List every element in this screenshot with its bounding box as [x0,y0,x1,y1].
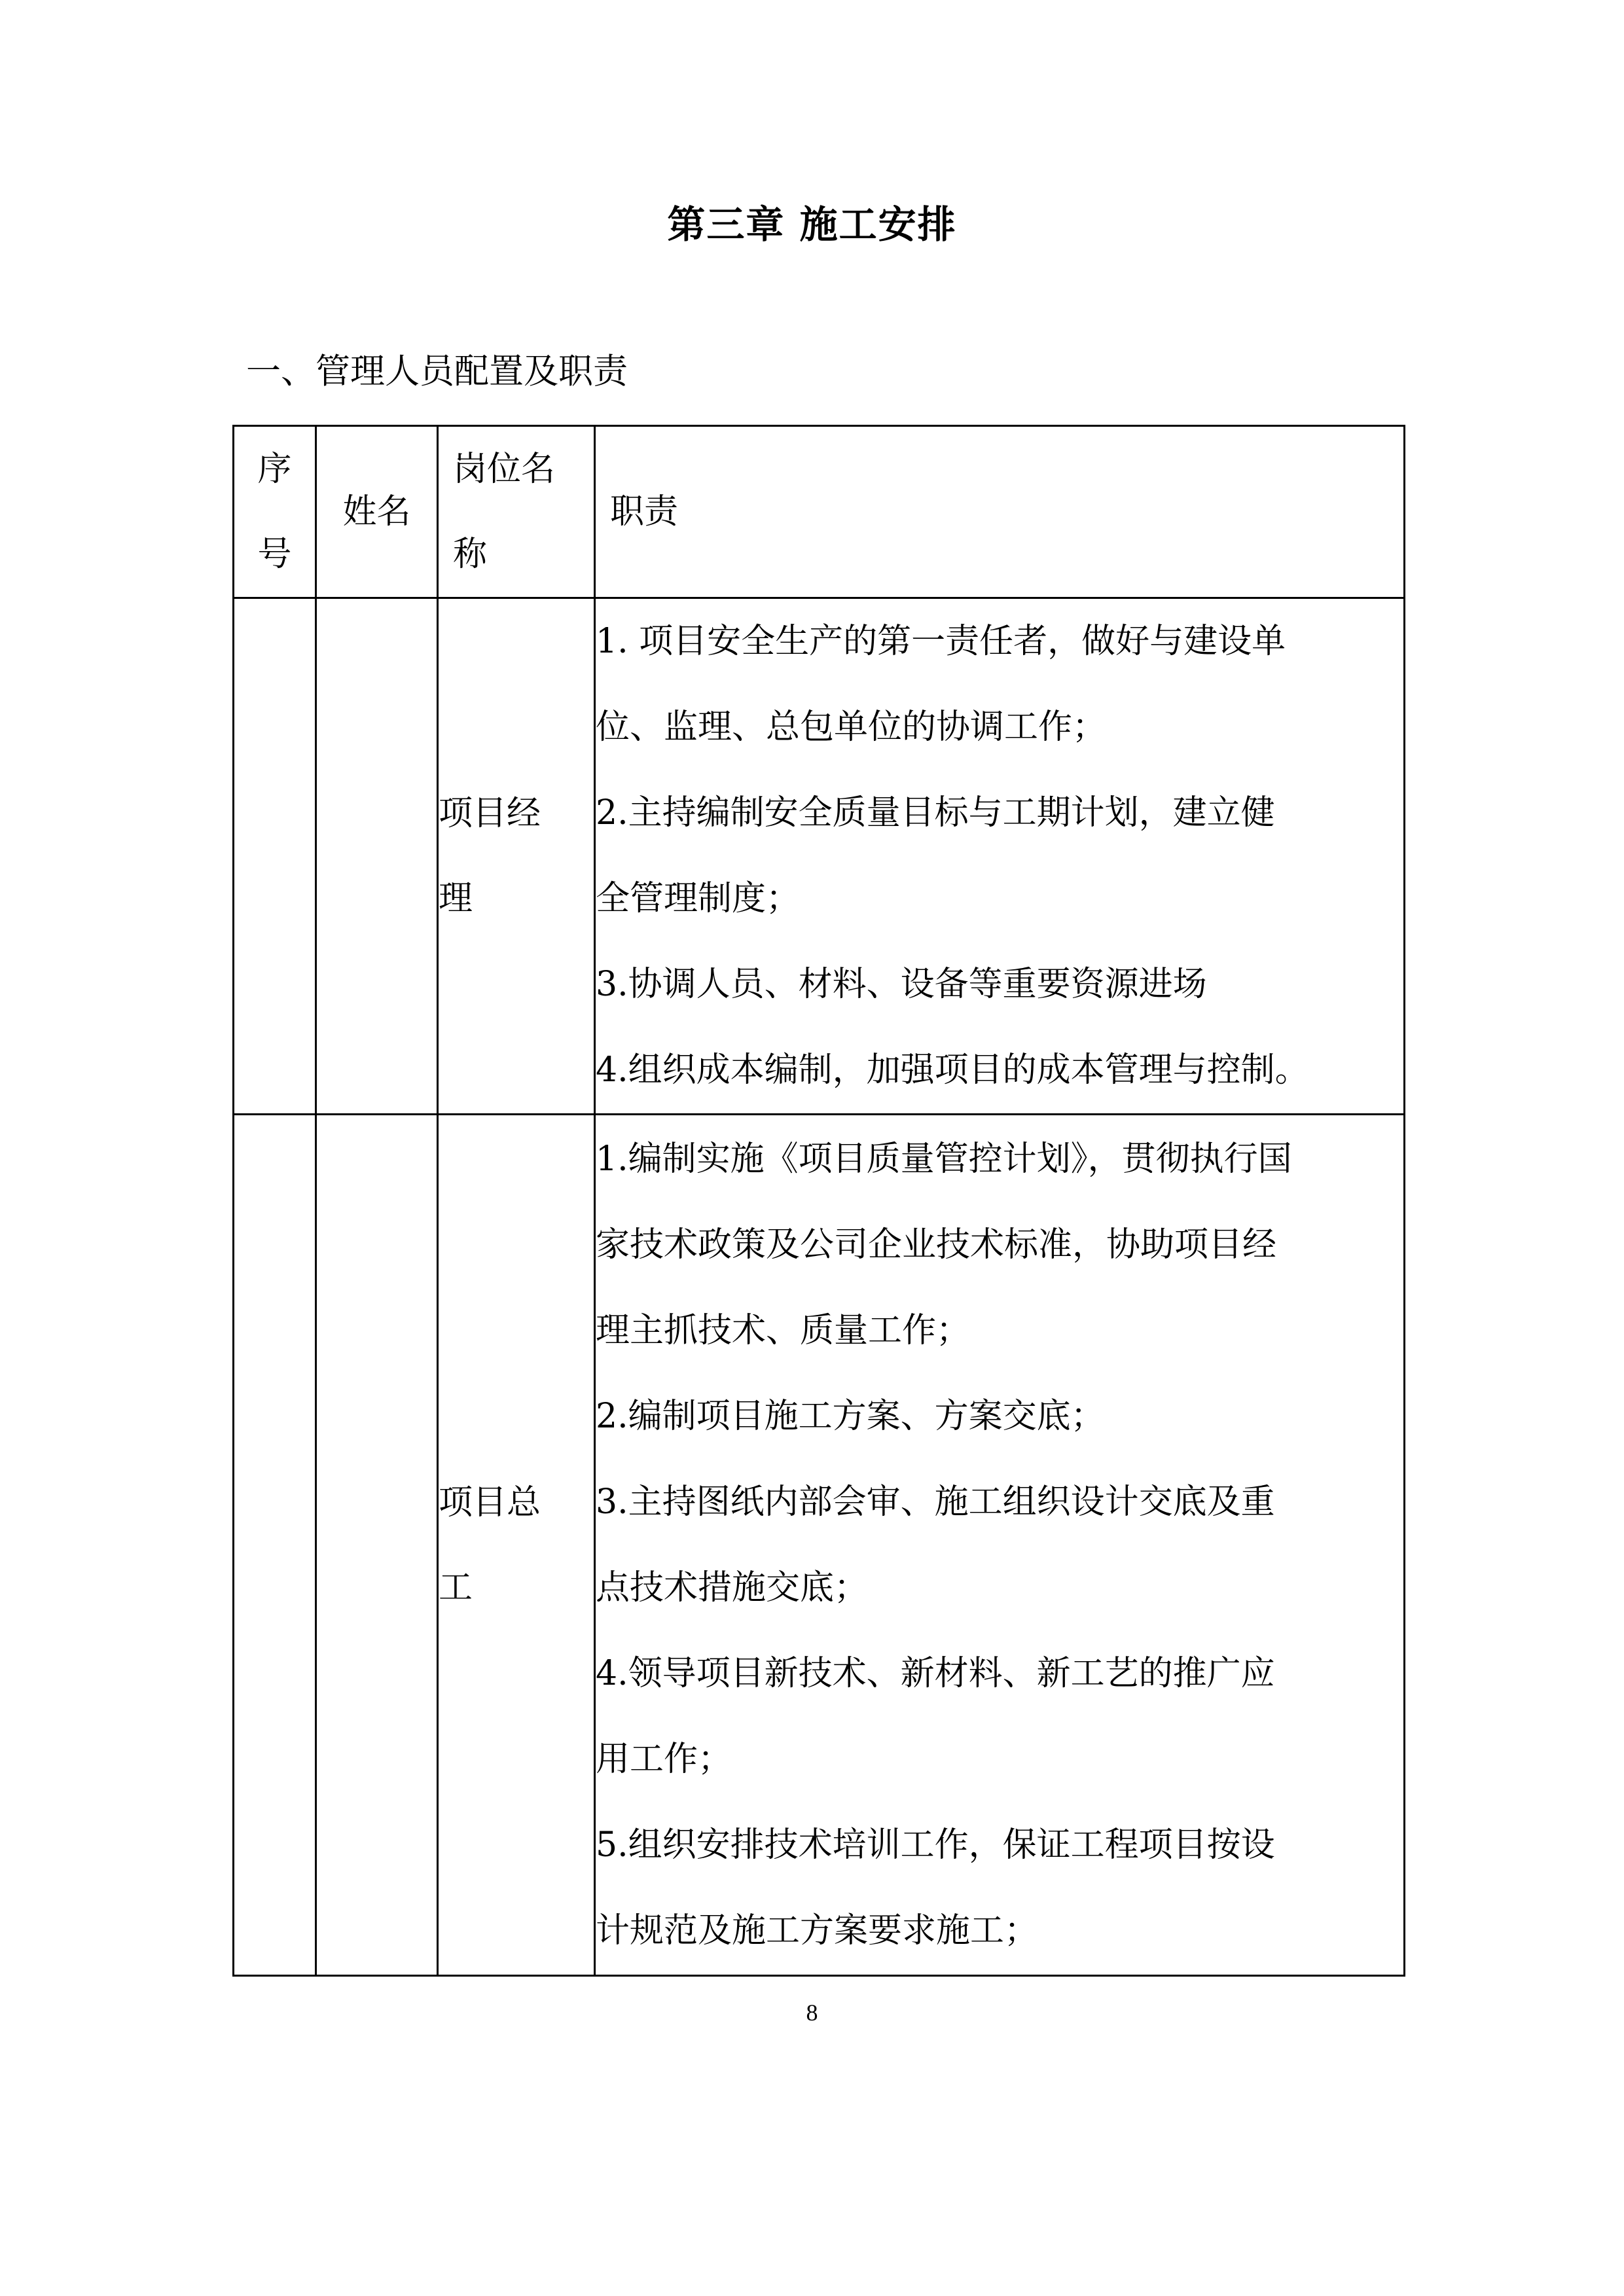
cell-duty [595,598,1405,1115]
cell-seq [234,1115,316,1976]
duty-line: 2.编制项目施工方案、方案交底； [596,1396,1105,1436]
cell-post [438,1115,595,1976]
header-post-line-2: 称 [453,535,488,574]
cell-seq [234,598,316,1115]
post-line-2: 理 [439,879,473,918]
header-seq-line-1: 序 [257,450,292,489]
duty-line: 1. 项目安全生产的第一责任者，做好与建设单 [596,622,1286,661]
cell-name [316,598,438,1115]
cell-name [316,1115,438,1976]
duty-line: 1.编制实施《项目质量管控计划》，贯彻执行国 [596,1139,1292,1179]
cell-post [438,598,595,1115]
page-number: 8 [806,2000,818,2026]
duty-line: 位、监理、总包单位的协调工作； [596,708,1107,747]
duty-line: 4.组织成本编制，加强项目的成本管理与控制。 [596,1050,1309,1090]
duty-line: 4.领导项目新技术、新材料、新工艺的推广应 [596,1653,1275,1693]
table-row [234,1115,1405,1976]
duty-line: 3.主持图纸内部会审、施工组织设计交底及重 [596,1482,1275,1522]
duty-line: 理主抓技术、质量工作； [596,1310,971,1350]
cell-duty [595,1115,1405,1976]
table-row [234,598,1405,1115]
post-line-2: 工 [439,1568,473,1607]
post-line-1: 项目总 [439,1482,541,1522]
duty-line: 5.组织安排技术培训工作，保证工程项目按设 [596,1825,1275,1865]
header-seq [234,426,316,598]
header-seq-line-2: 号 [257,535,292,574]
section-heading: 一、管理人员配置及职责 [246,351,628,391]
duty-line: 用工作； [596,1739,732,1779]
header-duty: 职责 [595,426,1405,598]
table-header-row [234,426,1405,598]
duty-line: 2.主持编制安全质量目标与工期计划，建立健 [596,793,1275,833]
duty-line: 全管理制度； [596,879,801,918]
duty-line: 点技术措施交底； [596,1568,869,1607]
header-post-line-1: 岗位名 [453,450,556,489]
chapter-title: 第三章 施工安排 [667,202,957,247]
duty-line: 计规范及施工方案要求施工； [596,1910,1039,1950]
duty-line: 家技术政策及公司企业技术标准，协助项目经 [596,1225,1277,1265]
duty-line: 3.协调人员、材料、设备等重要资源进场 [596,965,1207,1004]
header-name: 姓名 [316,426,438,598]
post-line-1: 项目经 [439,794,541,833]
staff-duty-table [232,425,1405,1977]
header-post [438,426,595,598]
